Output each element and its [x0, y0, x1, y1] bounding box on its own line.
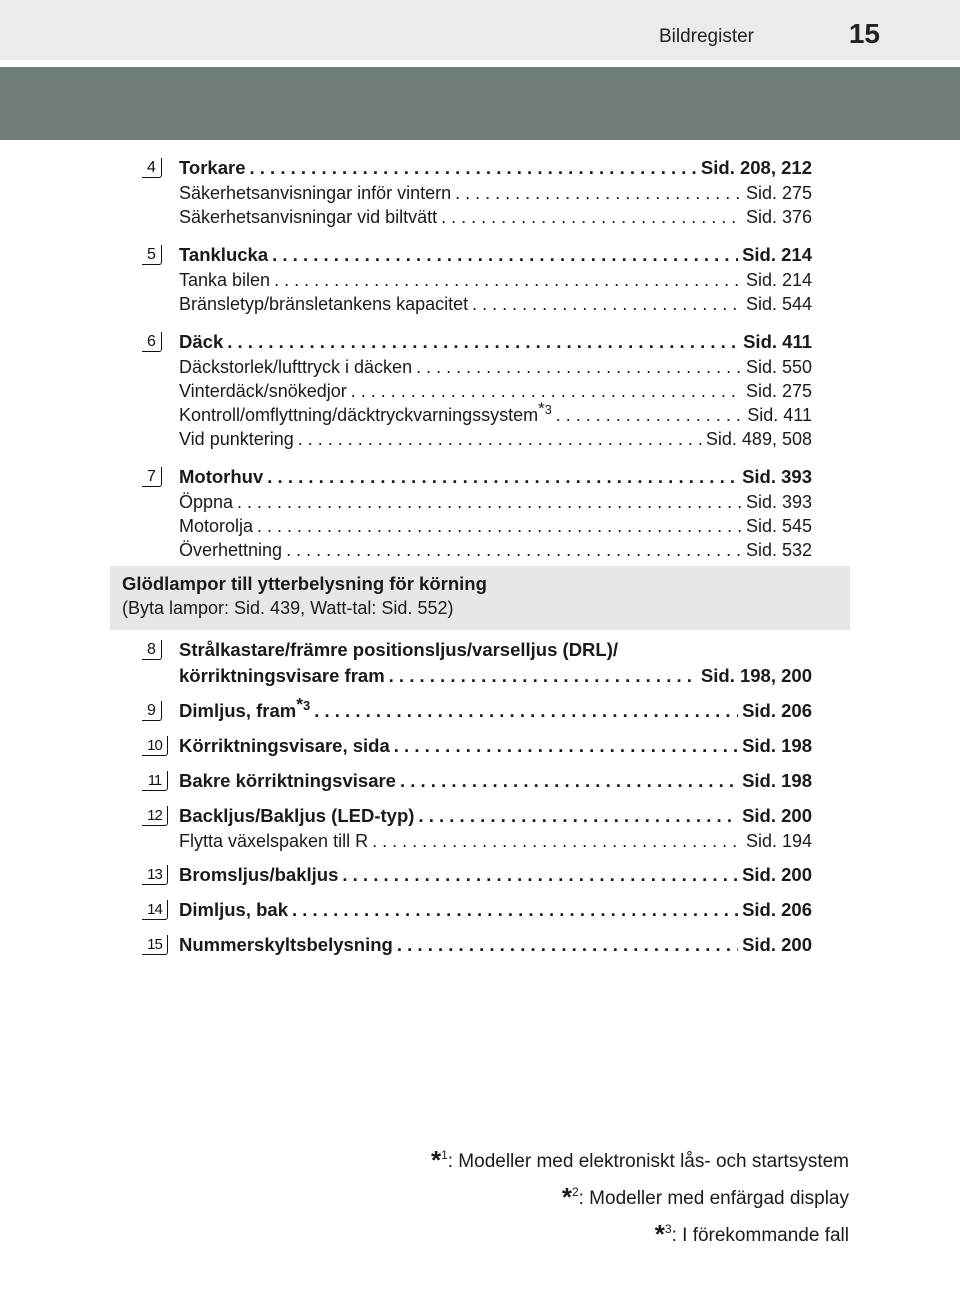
footnote-number: 2	[571, 1185, 579, 1199]
superscript-number: 3	[544, 403, 552, 417]
index-section	[142, 897, 812, 923]
index-section	[142, 803, 812, 853]
entry-label: Bränsletyp/bränsletankens kapacitet	[179, 294, 469, 314]
footnote-number: 1	[441, 1148, 448, 1162]
leader-dots	[292, 897, 738, 923]
entry-label: Nummerskyltsbelysning	[179, 934, 393, 955]
sub-entry[interactable]	[179, 490, 812, 514]
bulb-info-box	[110, 566, 850, 630]
section-title-entry[interactable]	[179, 329, 812, 355]
page-reference[interactable]: Sid. 550	[745, 357, 812, 377]
entry-label: Säkerhetsanvisningar vid biltvätt	[179, 207, 438, 227]
entry-label: Strålkastare/främre positionsljus/varselljus (DRL)/	[179, 639, 619, 660]
entry-label: Torkare	[179, 157, 246, 178]
section-heading	[179, 693, 812, 724]
entry-label: Vinterdäck/snökedjor	[179, 381, 347, 401]
page-reference[interactable]: Sid. 200	[742, 934, 812, 955]
leader-dots	[472, 292, 742, 316]
leader-dots	[372, 829, 742, 853]
footnotes	[431, 1140, 849, 1251]
number-7-icon: 7	[142, 467, 162, 487]
leader-dots	[272, 242, 738, 268]
leader-dots	[227, 329, 739, 355]
sub-entry[interactable]	[179, 514, 812, 538]
header-strip	[0, 0, 960, 60]
entry-label: körriktningsvisare fram	[179, 665, 385, 686]
section-title-entry[interactable]	[179, 242, 812, 268]
leader-dots	[298, 427, 702, 451]
entry-label: Öppna	[179, 492, 234, 512]
footnote	[431, 1214, 849, 1251]
index-section	[142, 329, 812, 451]
number-9-icon: 9	[142, 701, 162, 721]
footnote-text: : Modeller med elektroniskt lås- och startsystem	[447, 1151, 849, 1172]
sub-entry[interactable]	[179, 292, 812, 316]
page-reference[interactable]: Sid. 198	[742, 770, 812, 791]
section-heading	[179, 733, 812, 759]
superscript-note	[296, 693, 311, 714]
number-6-icon: 6	[142, 332, 162, 352]
section-title-entry[interactable]	[179, 897, 812, 923]
sub-entry[interactable]	[179, 379, 812, 403]
page-reference[interactable]: Sid. 393	[742, 466, 812, 487]
asterisk-mark: *	[654, 1219, 665, 1249]
page-reference[interactable]: Sid. 411	[747, 405, 812, 425]
running-head: Bildregister	[658, 26, 754, 47]
superscript-number: 3	[303, 697, 311, 713]
page-reference[interactable]: Sid. 532	[745, 540, 812, 560]
sub-entry[interactable]	[179, 829, 812, 853]
asterisk-mark: *	[538, 399, 545, 418]
section-title-entry[interactable]	[179, 663, 812, 689]
leader-dots	[394, 733, 738, 759]
asterisk-mark: *	[430, 1145, 442, 1175]
index-section	[142, 155, 812, 229]
entry-label: Vid punktering	[179, 429, 294, 449]
entry-label: Dimljus, bak	[179, 899, 288, 920]
sub-entry[interactable]	[179, 205, 812, 229]
entry-label: Däckstorlek/lufttryck i däcken	[179, 357, 413, 377]
entry-label: Motorhuv	[179, 466, 264, 487]
index-section	[142, 693, 812, 724]
leader-dots	[556, 403, 744, 427]
leader-dots	[314, 698, 738, 724]
number-12-icon: 12	[142, 806, 168, 826]
leader-dots	[250, 155, 697, 181]
sub-entry[interactable]	[179, 399, 812, 427]
index-section	[142, 242, 812, 316]
page-reference[interactable]: Sid. 208, 212	[700, 157, 812, 178]
footnote	[431, 1140, 849, 1177]
footnote	[431, 1177, 849, 1214]
asterisk-mark: *	[561, 1182, 572, 1212]
index-section	[142, 862, 812, 888]
entry-label: Flytta växelspaken till R	[179, 831, 369, 851]
entry-label: Tanka bilen	[179, 270, 271, 290]
bulb-box-title: Glödlampor till ytterbelysning för körning	[122, 573, 487, 594]
page-reference[interactable]: Sid. 214	[742, 244, 812, 265]
index-section	[142, 768, 812, 794]
page-reference[interactable]: Sid. 393	[745, 492, 812, 512]
index-section	[142, 733, 812, 759]
leader-dots	[441, 205, 742, 229]
section-heading	[179, 155, 812, 181]
section-title-entry[interactable]	[179, 803, 812, 829]
heading-line	[179, 637, 812, 663]
sub-entry[interactable]	[179, 181, 812, 205]
page-reference[interactable]: Sid. 544	[745, 294, 812, 314]
leader-dots	[351, 379, 742, 403]
index-section	[142, 637, 812, 689]
section-title-entry[interactable]	[179, 733, 812, 759]
bulb-box-subtitle: (Byta lampor: Sid. 439, Watt-tal: Sid. 552)	[122, 598, 454, 618]
section-heading	[179, 897, 812, 923]
entry-label: Backljus/Bakljus (LED-typ)	[179, 805, 415, 826]
entry-label: Tanklucka	[179, 244, 269, 265]
section-heading	[179, 932, 812, 958]
superscript-note	[538, 399, 552, 418]
leader-dots	[274, 268, 742, 292]
page-reference[interactable]: Sid. 198	[742, 735, 812, 756]
entry-label: Motorolja	[179, 516, 254, 536]
section-heading	[179, 803, 812, 829]
sub-entry[interactable]	[179, 538, 812, 562]
leader-dots	[400, 768, 738, 794]
leader-dots	[286, 538, 742, 562]
page-reference[interactable]: Sid. 206	[742, 700, 812, 721]
page-reference[interactable]: Sid. 411	[743, 331, 812, 352]
section-heading	[179, 862, 812, 888]
index-list-bottom	[142, 637, 812, 967]
entry-label: Dimljus, fram$^{*3}$	[179, 693, 311, 721]
page-number: 15	[848, 18, 880, 49]
leader-dots	[455, 181, 742, 205]
number-10-icon: 10	[142, 736, 168, 756]
leader-dots	[397, 932, 738, 958]
page-reference[interactable]: Sid. 198, 200	[700, 665, 812, 686]
number-14-icon: 14	[142, 900, 168, 920]
sub-entry[interactable]	[179, 268, 812, 292]
entry-label: Körriktningsvisare, sida	[179, 735, 390, 756]
page-reference[interactable]: Sid. 489, 508	[705, 429, 812, 449]
number-4-icon: 4	[142, 158, 162, 178]
number-5-icon: 5	[142, 245, 162, 265]
section-title-entry[interactable]	[179, 464, 812, 490]
entry-label: Bakre körriktningsvisare	[179, 770, 396, 791]
page-reference[interactable]: Sid. 194	[745, 831, 812, 851]
section-heading	[179, 242, 812, 268]
page-reference[interactable]: Sid. 200	[742, 805, 812, 826]
page-reference[interactable]: Sid. 275	[745, 381, 812, 401]
page-reference[interactable]: Sid. 545	[745, 516, 812, 536]
asterisk-mark: *	[296, 693, 304, 714]
entry-label: Säkerhetsanvisningar inför vintern	[179, 183, 452, 203]
page-reference[interactable]: Sid. 200	[742, 864, 812, 885]
section-title-entry[interactable]	[179, 155, 812, 181]
number-15-icon: 15	[142, 935, 168, 955]
entry-label: Däck	[179, 331, 224, 352]
number-13-icon: 13	[142, 865, 168, 885]
section-heading	[179, 637, 812, 689]
footnote-text: : Modeller med enfärgad display	[578, 1188, 849, 1209]
section-heading	[179, 464, 812, 490]
sub-entry[interactable]	[179, 355, 812, 379]
section-title-entry[interactable]	[179, 693, 812, 724]
section-heading	[179, 768, 812, 794]
number-8-icon: 8	[142, 640, 162, 660]
entry-label: Överhettning	[179, 540, 283, 560]
leader-dots	[416, 355, 742, 379]
leader-dots	[389, 663, 697, 689]
page-reference[interactable]: Sid. 275	[745, 183, 812, 203]
sub-entry[interactable]	[179, 427, 812, 451]
entry-label: Bromsljus/bakljus	[179, 864, 339, 885]
section-heading	[179, 329, 812, 355]
section-title-entry[interactable]	[179, 932, 812, 958]
entry-label: Kontroll/omflyttning/däcktryckvarningssystem$^{*3}$	[179, 399, 552, 425]
number-11-icon: 11	[142, 771, 168, 791]
header-band	[0, 67, 960, 140]
page-reference[interactable]: Sid. 214	[745, 270, 812, 290]
leader-dots	[342, 862, 738, 888]
leader-dots	[237, 490, 742, 514]
page-reference[interactable]: Sid. 206	[742, 899, 812, 920]
footnote-text: : I förekommande fall	[671, 1225, 849, 1246]
leader-dots	[267, 464, 738, 490]
footnote-number: 3	[664, 1222, 672, 1236]
index-section	[142, 932, 812, 958]
leader-dots	[418, 803, 738, 829]
section-title-entry[interactable]	[179, 862, 812, 888]
section-title-entry[interactable]	[179, 768, 812, 794]
index-section	[142, 464, 812, 562]
leader-dots	[257, 514, 742, 538]
index-list-top	[142, 155, 812, 575]
page-reference[interactable]: Sid. 376	[745, 207, 812, 227]
